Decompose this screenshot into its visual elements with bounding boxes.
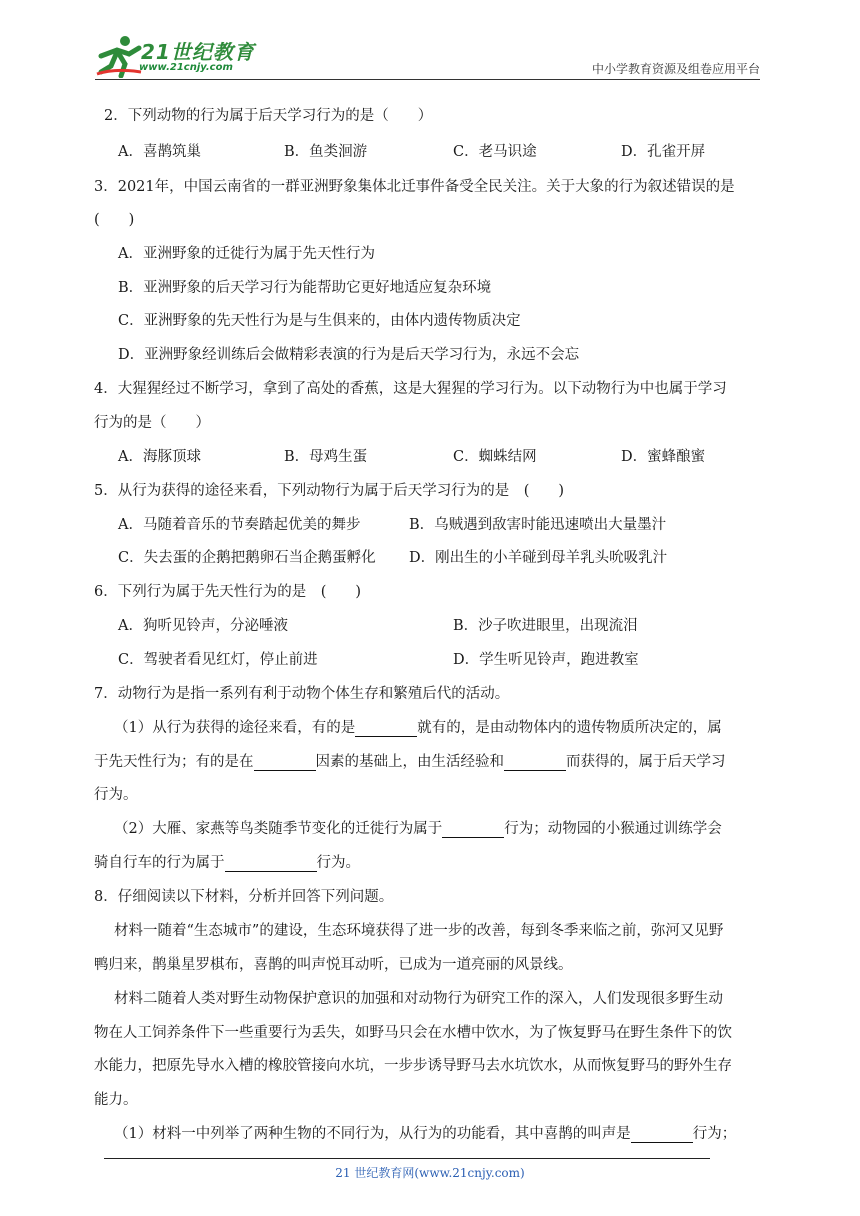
q8-material2-line4: 能力。 (94, 1092, 138, 1108)
answer-blank[interactable] (442, 821, 504, 838)
platform-title: 中小学教育资源及组卷应用平台 (591, 62, 760, 76)
q4-stem-line1: 4．大猩猩经过不断学习，拿到了高处的香蕉，这是大猩猩的学习行为。以下动物行为中也属于学习 (94, 381, 727, 397)
q7-part2-line1 (114, 817, 722, 838)
answer-blank[interactable] (225, 855, 317, 872)
q7-part1-line2 (94, 750, 726, 771)
q7-part1-line1 (114, 716, 722, 737)
q4-option-c: C．蜘蛛结网 (453, 449, 537, 465)
q7-part2-line2 (94, 851, 360, 872)
q4-stem-line2: 行为的是（ ） (94, 415, 210, 431)
q7-text: 因素的基础上，由生活经验和 (315, 754, 504, 770)
q7-text: 骑自行车的行为属于 (94, 855, 225, 871)
q7-text: （1）从行为获得的途径来看，有的是 (114, 720, 356, 736)
q8-material2-line3: 水能力，把原先导水入槽的橡胶管接向水坑，一步步诱导野马去水坑饮水，从而恢复野马的野外生存 (94, 1058, 732, 1074)
logo-text: 21世纪教育 (141, 40, 255, 64)
q8-material2-line1: 材料二随着人类对野生动物保护意识的加强和对动物行为研究工作的深入，人们发现很多野生动 (114, 991, 723, 1007)
q7-text: 就有的，是由动物体内的遗传物质所决定的，属 (417, 720, 722, 736)
q8-material2-line2: 物在人工饲养条件下一些重要行为丢失，如野马只会在水槽中饮水，为了恢复野马在野生条件下的饮 (94, 1025, 732, 1041)
q6-option-d: D．学生听见铃声，跑进教室 (453, 652, 639, 668)
q4-option-b: B．母鸡生蛋 (284, 449, 368, 465)
q3-option-c: C．亚洲野象的先天性行为是与生俱来的，由体内遗传物质决定 (118, 313, 521, 329)
q5-stem: 5．从行为获得的途径来看，下列动物行为属于后天学习行为的是 ( ) (94, 483, 565, 499)
q6-option-a: A．狗听见铃声，分泌唾液 (118, 618, 288, 634)
q3-option-a: A．亚洲野象的迁徙行为属于先天性行为 (118, 246, 375, 262)
q8-part1-line1 (114, 1122, 736, 1143)
q7-text: 于先天性行为；有的是在 (94, 754, 254, 770)
q6-option-c: C．驾驶者看见红灯，停止前进 (118, 652, 318, 668)
logo-url: www.21cnjy.com (139, 62, 233, 73)
q8-text: 行为； (692, 1126, 737, 1142)
q7-part1-line3: 行为。 (94, 787, 138, 803)
q8-text: （1）材料一中列举了两种生物的不同行为，从行为的功能看，其中喜鹊的叫声是 (114, 1126, 631, 1142)
runner-logo-icon (95, 34, 143, 78)
q8-material1-line2: 鸭归来，鹊巢星罗棋布，喜鹊的叫声悦耳动听，已成为一道亮丽的风景线。 (94, 957, 573, 973)
q2-stem: 2．下列动物的行为属于后天学习行为的是（ ） (104, 108, 433, 124)
q7-text: 行为；动物园的小猴通过训练学会 (504, 821, 722, 837)
q2-option-a: A．喜鹊筑巢 (118, 144, 201, 160)
q5-option-c: C．失去蛋的企鹅把鹅卵石当企鹅蛋孵化 (118, 550, 376, 566)
q4-option-a: A．海豚顶球 (118, 449, 201, 465)
logo (95, 34, 265, 78)
q2-option-b: B．鱼类洄游 (284, 144, 368, 160)
q6-option-b: B．沙子吹进眼里，出现流泪 (453, 618, 638, 634)
q3-stem-line1: 3．2021年，中国云南省的一群亚洲野象集体北迁事件备受全民关注。关于大象的行为叙述错误的是 (94, 179, 735, 195)
q3-option-d: D．亚洲野象经训练后会做精彩表演的行为是后天学习行为，永远不会忘 (118, 347, 580, 363)
q7-stem: 7．动物行为是指一系列有利于动物个体生存和繁殖后代的活动。 (94, 686, 510, 702)
q8-material1-line1: 材料一随着“生态城市”的建设，生态环境获得了进一步的改善，每到冬季来临之前，弥河又见野 (114, 923, 724, 939)
q8-stem: 8．仔细阅读以下材料，分析并回答下列问题。 (94, 889, 394, 905)
q2-option-d: D．孔雀开屏 (621, 144, 706, 160)
q3-option-b: B．亚洲野象的后天学习行为能帮助它更好地适应复杂环境 (118, 280, 492, 296)
q7-text: 而获得的，属于后天学习 (566, 754, 726, 770)
q5-option-b: B．乌贼遇到敌害时能迅速喷出大量墨汁 (409, 517, 667, 533)
answer-blank[interactable] (254, 754, 316, 771)
q6-stem: 6．下列行为属于先天性行为的是 ( ) (94, 584, 362, 600)
q7-text: 行为。 (316, 855, 360, 871)
footer-divider (104, 1158, 710, 1159)
q4-option-d: D．蜜蜂酿蜜 (621, 449, 706, 465)
page-header (95, 34, 760, 82)
answer-blank[interactable] (504, 754, 566, 771)
header-divider (95, 79, 760, 80)
answer-blank[interactable] (355, 720, 417, 737)
q3-stem-line2: ( ) (94, 212, 135, 228)
answer-blank[interactable] (631, 1126, 693, 1143)
footer-text: 21 世纪教育网(www.21cnjy.com) (335, 1166, 525, 1180)
q5-option-a: A．马随着音乐的节奏踏起优美的舞步 (118, 517, 361, 533)
q2-option-c: C．老马识途 (453, 144, 537, 160)
q5-option-d: D．刚出生的小羊碰到母羊乳头吮吸乳汁 (409, 550, 668, 566)
q7-text: （2）大雁、家燕等鸟类随季节变化的迁徙行为属于 (114, 821, 443, 837)
